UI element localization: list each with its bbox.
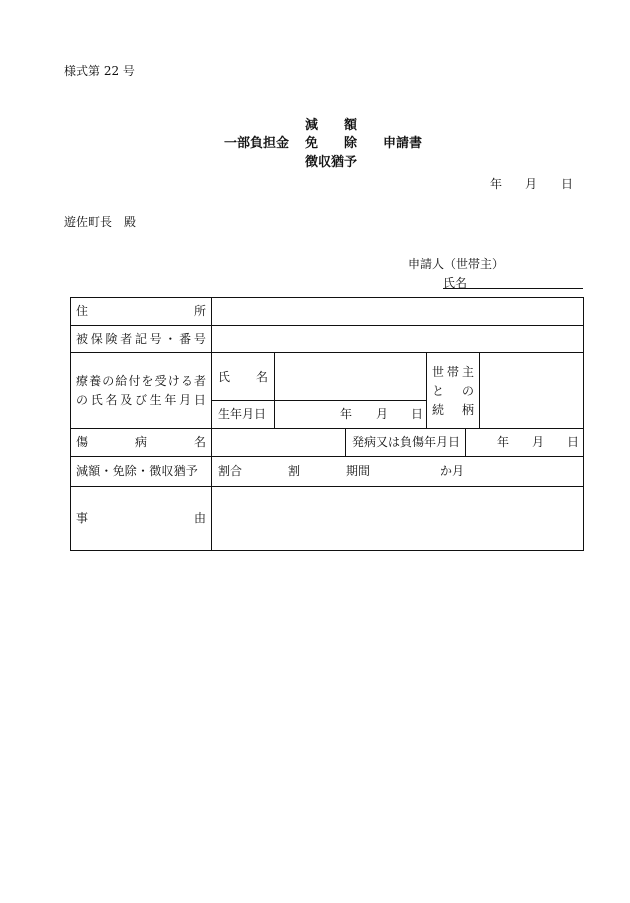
recipient-name-label: 氏 名 — [218, 370, 268, 384]
title-suffix: 申請書 — [383, 136, 423, 151]
form-number: 様式第 22 号 — [64, 64, 135, 78]
birth-date-label: 生年月日 — [218, 407, 267, 421]
address-field[interactable] — [213, 299, 582, 324]
date-day-label: 日 — [561, 177, 574, 191]
birth-year-label: 年 — [340, 407, 353, 421]
onset-month-label: 月 — [532, 435, 545, 449]
ratio-field[interactable] — [250, 459, 284, 483]
relation-label-line3: 続 柄 — [432, 403, 474, 417]
applicant-name-label: 氏名 — [443, 276, 468, 290]
title-prefix: 一部負担金 — [224, 136, 290, 151]
period-label: 期間 — [346, 464, 371, 478]
disease-name-field[interactable] — [213, 430, 344, 455]
reduction-type-label: 減額・免除・徴収猶予 — [76, 464, 199, 478]
recipient-label-line1: 療 養 の 給 付 を 受 け る 者 — [76, 374, 206, 388]
relation-field[interactable] — [481, 354, 582, 427]
applicant-label: 申請人（世帯主） — [408, 257, 505, 271]
addressee: 遊佐町長 殿 — [64, 215, 137, 229]
date-year-label: 年 — [490, 177, 503, 191]
title-option-reduction: 減 額 — [305, 118, 358, 133]
title-option-deferral: 徴収猶予 — [305, 155, 358, 170]
birth-day-label: 日 — [411, 407, 424, 421]
title-option-exemption: 免 除 — [305, 136, 358, 151]
onset-date-label: 発病又は負傷年月日 — [352, 435, 461, 449]
reason-field[interactable] — [213, 488, 582, 549]
onset-year-label: 年 — [497, 435, 510, 449]
insured-number-label: 被 保 険 者 記 号 ・ 番 号 — [76, 332, 206, 346]
period-field[interactable] — [380, 459, 436, 483]
relation-label-line2: と の — [432, 384, 474, 398]
applicant-name-underline[interactable] — [443, 288, 583, 289]
address-label: 住 所 — [76, 304, 206, 318]
period-unit: か月 — [440, 464, 465, 478]
reason-label: 事 由 — [76, 511, 206, 525]
disease-name-label: 傷 病 名 — [76, 435, 206, 449]
onset-day-label: 日 — [567, 435, 580, 449]
recipient-name-field[interactable] — [276, 354, 425, 399]
recipient-label-line2: の 氏 名 及 び 生 年 月 日 — [76, 393, 206, 407]
onset-date-field[interactable] — [467, 430, 582, 455]
date-month-label: 月 — [525, 177, 538, 191]
relation-label-line1: 世 帯 主 — [432, 365, 474, 379]
insured-number-field[interactable] — [213, 327, 582, 351]
ratio-unit: 割 — [288, 464, 301, 478]
birth-month-label: 月 — [376, 407, 389, 421]
ratio-label: 割合 — [218, 464, 243, 478]
